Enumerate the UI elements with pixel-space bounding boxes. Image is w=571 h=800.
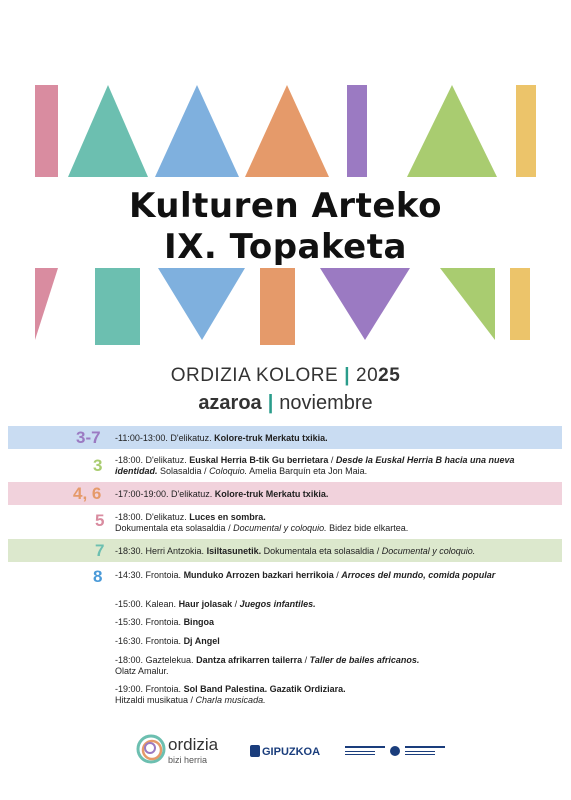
event-text: -18:00. D'elikatuz. Euskal Herria B-tik Gu berrietara / Desde la Euskal Herria B hacia una nueva identidad. Solasaldia / Coloquio. Amelia Barquín eta Jon Maia. bbox=[115, 455, 515, 476]
top-bar-purple bbox=[347, 85, 367, 177]
event-guests: Amelia Barquín eta Jon Maia. bbox=[249, 466, 368, 476]
event-type-es: Charla musicada. bbox=[195, 695, 266, 705]
event-text bbox=[115, 636, 515, 647]
event-title-es: Taller de bailes africanos. bbox=[309, 655, 420, 665]
event-text: -18:00. D'elikatuz. Luces en sombra. Dokumentala eta solasaldia / Documental y coloquio. Bidez bide elkartea. bbox=[115, 512, 409, 533]
event-time: -16:30. Frontoia. bbox=[115, 636, 182, 646]
slash: / bbox=[330, 455, 334, 465]
event-type: Solasaldia bbox=[160, 466, 202, 476]
event-day: 3-7 bbox=[76, 428, 101, 447]
ordizia-logo-icon bbox=[135, 732, 167, 766]
event-text: -18:00. Gaztelekua. Dantza afrikarren tailerra / Taller de bailes africanos. Olatz Amalur. bbox=[115, 655, 420, 676]
event-type-es: Coloquio. bbox=[209, 466, 248, 476]
month-eu: azaroa bbox=[198, 392, 262, 414]
title-line1: Kulturen Arteko bbox=[129, 186, 442, 226]
event-time: -15:30. Frontoia. bbox=[115, 617, 182, 627]
event-text: -15:00. Kalean. Haur jolasak / Juegos infantiles. bbox=[115, 599, 316, 609]
event-title: Kolore-truk Merkatu txikia. bbox=[214, 433, 328, 443]
event-title-es: Juegos infantiles. bbox=[239, 599, 316, 609]
top-triangle-green bbox=[407, 85, 497, 177]
month-line bbox=[0, 392, 571, 415]
bottom-bar-orange bbox=[260, 268, 295, 345]
event-title: Euskal Herria B-tik Gu berrietara bbox=[189, 455, 329, 465]
decorative-shapes bbox=[0, 0, 571, 350]
separator-bar: | bbox=[344, 365, 351, 386]
event-subtitle: Gazatik Ordiziara. bbox=[269, 684, 346, 694]
top-bar-pink bbox=[35, 85, 58, 177]
event-time: -17:00-19:00. D'elikatuz. bbox=[115, 489, 213, 499]
event-text bbox=[115, 489, 515, 500]
event-time: -15:00. Kalean. bbox=[115, 599, 177, 609]
event-time: -11:00-13:00. D'elikatuz. bbox=[115, 433, 212, 443]
event-text: -18:30. Herri Antzokia. Isiltasunetik. Dokumentala eta solasaldia / Documental y coloquio. bbox=[115, 546, 476, 556]
event-day: 8 bbox=[93, 567, 103, 586]
gipuzkoa-shield-icon bbox=[250, 745, 260, 757]
bottom-triangle-green bbox=[440, 268, 495, 340]
event-title: Sol Band Palestina. bbox=[183, 684, 268, 694]
gipuzkoa-logo: GIPUZKOA bbox=[262, 746, 321, 758]
event-title: Luces en sombra. bbox=[189, 512, 266, 522]
event-type: Dokumentala eta solasaldia bbox=[263, 546, 375, 556]
event-title-es: Desde la Euskal Herria B hacia una nueva identidad. bbox=[115, 455, 515, 476]
bottom-bar-yellow bbox=[510, 268, 530, 340]
year-bold: 25 bbox=[378, 365, 401, 386]
event-time: -18:00. Gaztelekua. bbox=[115, 655, 194, 665]
event-time: -18:30. Herri Antzokia. bbox=[115, 546, 205, 556]
event-type: Dokumentala eta solasaldia bbox=[115, 523, 226, 533]
event-text bbox=[115, 433, 515, 444]
year-light: 20 bbox=[356, 365, 379, 386]
event-time: -14:30. Frontoia. bbox=[115, 570, 182, 580]
event-title: Bingoa bbox=[183, 617, 215, 627]
bottom-bar-teal bbox=[95, 268, 140, 345]
event-title: Dj Angel bbox=[183, 636, 220, 646]
place-name: ORDIZIA KOLORE bbox=[170, 365, 339, 386]
footer-logos bbox=[0, 727, 571, 777]
title-line2: IX. Topaketa bbox=[164, 227, 407, 267]
bottom-triangle-purple bbox=[320, 268, 410, 340]
event-title: Munduko Arrozen bazkari herrikoia bbox=[183, 570, 334, 580]
basque-government-logo-icon bbox=[345, 743, 449, 763]
event-title: Isiltasunetik. bbox=[206, 546, 262, 556]
month-es: noviembre bbox=[279, 392, 373, 414]
top-triangle-orange bbox=[245, 85, 329, 177]
event-day: 3 bbox=[93, 456, 103, 475]
event-title: Dantza afrikarren tailerra bbox=[196, 655, 303, 665]
event-time: -18:00. D'elikatuz. bbox=[115, 455, 187, 465]
event-type-es: Documental y coloquio. bbox=[381, 546, 476, 556]
event-type-es: Documental y coloquio. bbox=[233, 523, 327, 533]
top-bar-yellow bbox=[516, 85, 536, 177]
event-title-es: Arroces del mundo, comida popular bbox=[341, 570, 496, 580]
event-day: 4, 6 bbox=[73, 484, 102, 503]
event-time: -18:00. D'elikatuz. bbox=[115, 512, 187, 522]
separator-bar-2: | bbox=[267, 392, 274, 414]
event-guests: Bidez bide elkartea. bbox=[329, 523, 409, 533]
ordizia-subtitle: bizi herria bbox=[168, 755, 208, 765]
event-text: -19:00. Frontoia. Sol Band Palestina. Gazatik Ordiziara. Hitzaldi musikatua / Charla musicada. bbox=[115, 684, 346, 705]
event-text bbox=[115, 617, 515, 628]
event-text: -14:30. Frontoia. Munduko Arrozen bazkari herrikoia / Arroces del mundo, comida popular bbox=[115, 570, 496, 580]
event-type: Hitzaldi musikatua bbox=[115, 695, 189, 705]
bottom-triangle-blue bbox=[158, 268, 245, 340]
event-day: 5 bbox=[95, 511, 105, 530]
bottom-triangle-pink bbox=[35, 268, 58, 340]
ordizia-name: ordizia bbox=[168, 735, 219, 754]
event-day: 7 bbox=[95, 541, 105, 560]
event-guests: Olatz Amalur. bbox=[115, 666, 169, 676]
event-title: Kolore-truk Merkatu txikia. bbox=[214, 489, 329, 499]
event-time: -19:00. Frontoia. bbox=[115, 684, 182, 694]
place-year bbox=[0, 365, 571, 387]
top-triangle-teal bbox=[68, 85, 148, 177]
top-triangle-blue bbox=[155, 85, 239, 177]
event-title: Haur jolasak bbox=[178, 599, 233, 609]
